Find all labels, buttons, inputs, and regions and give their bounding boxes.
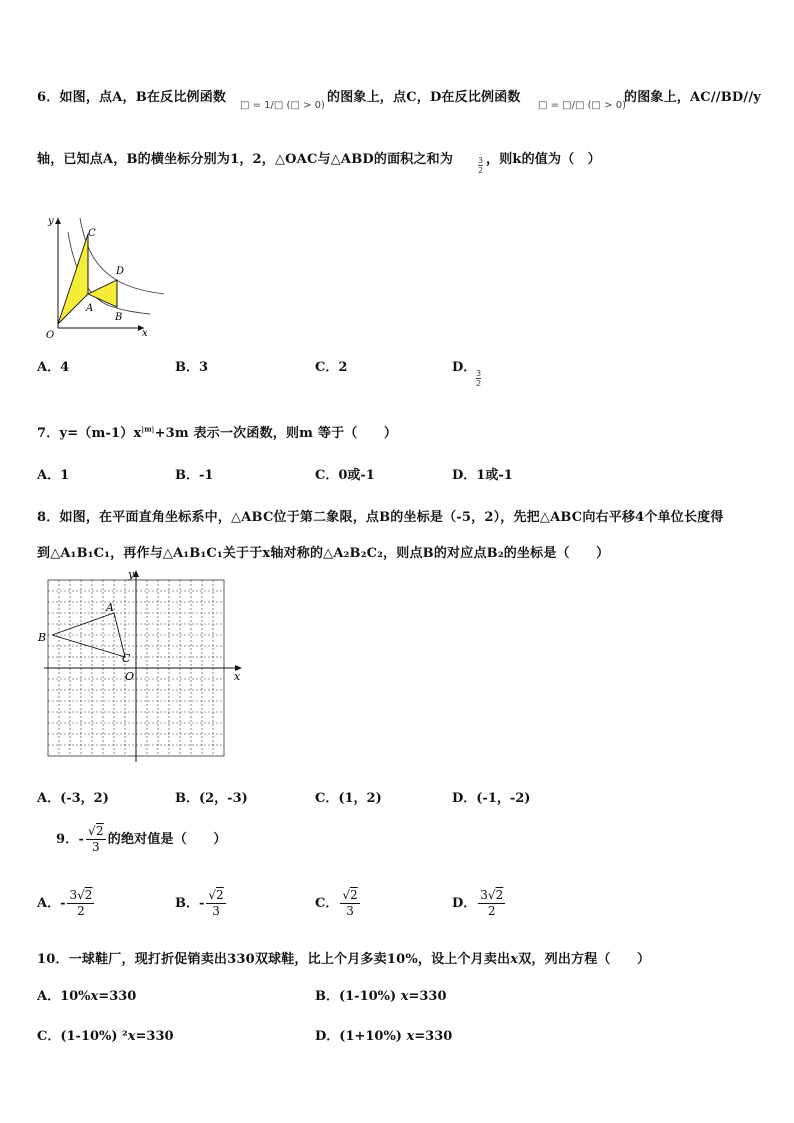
q8-figure bbox=[36, 568, 248, 766]
q6-option-b[interactable]: B．3 bbox=[175, 360, 209, 375]
q6-fig-label-d: D bbox=[116, 266, 125, 277]
q8-line1: 8．如图，在平面直角坐标系中，△ABC位于第二象限，点B的坐标是（-5，2），先把△ABC向右平移4个单位长度得 bbox=[37, 510, 724, 525]
q6-line2: 轴，已知点A，B的横坐标分别为1，2，△OAC与△ABD的面积之和为 bbox=[37, 152, 454, 167]
q6-fraction: $\frac{3}{2}$ bbox=[478, 156, 484, 175]
q6-formula-2: □ = □/□ (□ > 0) bbox=[538, 100, 626, 111]
q8-fig-label-x: x bbox=[234, 670, 241, 683]
q9-option-c[interactable]: C． $\frac{√2}{3}$ bbox=[315, 888, 358, 918]
q7-option-d[interactable]: D．1或-1 bbox=[452, 468, 513, 483]
q7-option-a[interactable]: A．1 bbox=[37, 468, 70, 483]
q6-line1 bbox=[37, 86, 226, 105]
q8-option-d[interactable]: D．(-1，-2) bbox=[452, 791, 531, 806]
q6-formula-1: □ = 1/□ (□ > 0) bbox=[240, 100, 325, 111]
q9-option-b[interactable]: B．- $\frac{√2}{3}$ bbox=[175, 888, 224, 918]
q10-option-d[interactable]: D．(1+10%) x=330 bbox=[315, 1029, 453, 1044]
q8-fig-label-o: O bbox=[125, 670, 135, 683]
q6-fig-label-o: O bbox=[46, 330, 55, 340]
q8-option-c[interactable]: C．(1，2) bbox=[315, 791, 382, 806]
q8-fig-label-y: y bbox=[128, 568, 135, 581]
q7-exponent: |m| bbox=[141, 424, 155, 434]
q6-fig-label-y: y bbox=[48, 216, 54, 227]
q6-line2b: ，则k的值为（ ） bbox=[486, 152, 601, 167]
q6-stem-part1: 6．如图，点A，B在反比例函数 bbox=[37, 90, 227, 105]
q6-option-d[interactable]: D． bbox=[452, 360, 477, 375]
q6-figure bbox=[40, 210, 170, 340]
q8-fig-label-b: B bbox=[38, 631, 47, 644]
q6-fig-label-b: B bbox=[115, 312, 123, 323]
q8-option-b[interactable]: B．(2，-3) bbox=[175, 791, 248, 806]
q6-line1c: 的图象上，AC//BD//y bbox=[624, 90, 762, 105]
q6-line1b: 的图象上，点C，D在反比例函数 bbox=[327, 90, 521, 105]
q7-option-b[interactable]: B．-1 bbox=[175, 468, 214, 483]
q9-stem: 9．- $\frac{√2}{3}$ 的绝对值是（ ） bbox=[56, 824, 227, 854]
q6-option-a[interactable]: A．4 bbox=[37, 360, 70, 375]
q6-option-c[interactable]: C．2 bbox=[315, 360, 348, 375]
q6-fig-label-c: C bbox=[88, 228, 96, 239]
q9-option-a[interactable]: A．- $\frac{3√2}{2}$ bbox=[37, 888, 93, 918]
q7-option-c[interactable]: C．0或-1 bbox=[315, 468, 375, 483]
q9-option-d[interactable]: D． $\frac{3√2}{2}$ bbox=[452, 888, 504, 918]
q10-stem: 10．一球鞋厂，现打折促销卖出330双球鞋，比上个月多卖10%，设上个月卖出x双，列出方程（ ） bbox=[37, 952, 651, 967]
q8-line2: 到△A₁B₁C₁，再作与△A₁B₁C₁关于于x轴对称的△A₂B₂C₂，则点B的对应点B₂的坐标是（ ） bbox=[37, 546, 610, 561]
q10-option-b[interactable]: B．(1-10%) x=330 bbox=[315, 989, 447, 1004]
q8-fig-label-a: A bbox=[106, 601, 114, 614]
q9-fraction: $\frac{√2}{3}$ bbox=[88, 824, 104, 854]
q6-fig-label-a: A bbox=[86, 303, 94, 314]
q6-fig-label-x: x bbox=[142, 328, 148, 339]
q7-stem: 7．$y=(m-1)x^{|m|}+3m$ 表示一次函数，则m 等于（ ） bbox=[37, 424, 398, 441]
q10-option-c[interactable]: C．(1-10%) ²x=330 bbox=[37, 1029, 174, 1044]
q8-option-a[interactable]: A．(-3，2) bbox=[37, 791, 109, 806]
q10-option-a[interactable]: A．10%x=330 bbox=[37, 989, 137, 1004]
q6-option-d-fraction: $\frac{3}{2}$ bbox=[476, 369, 482, 388]
q8-fig-label-c: C bbox=[122, 652, 131, 665]
